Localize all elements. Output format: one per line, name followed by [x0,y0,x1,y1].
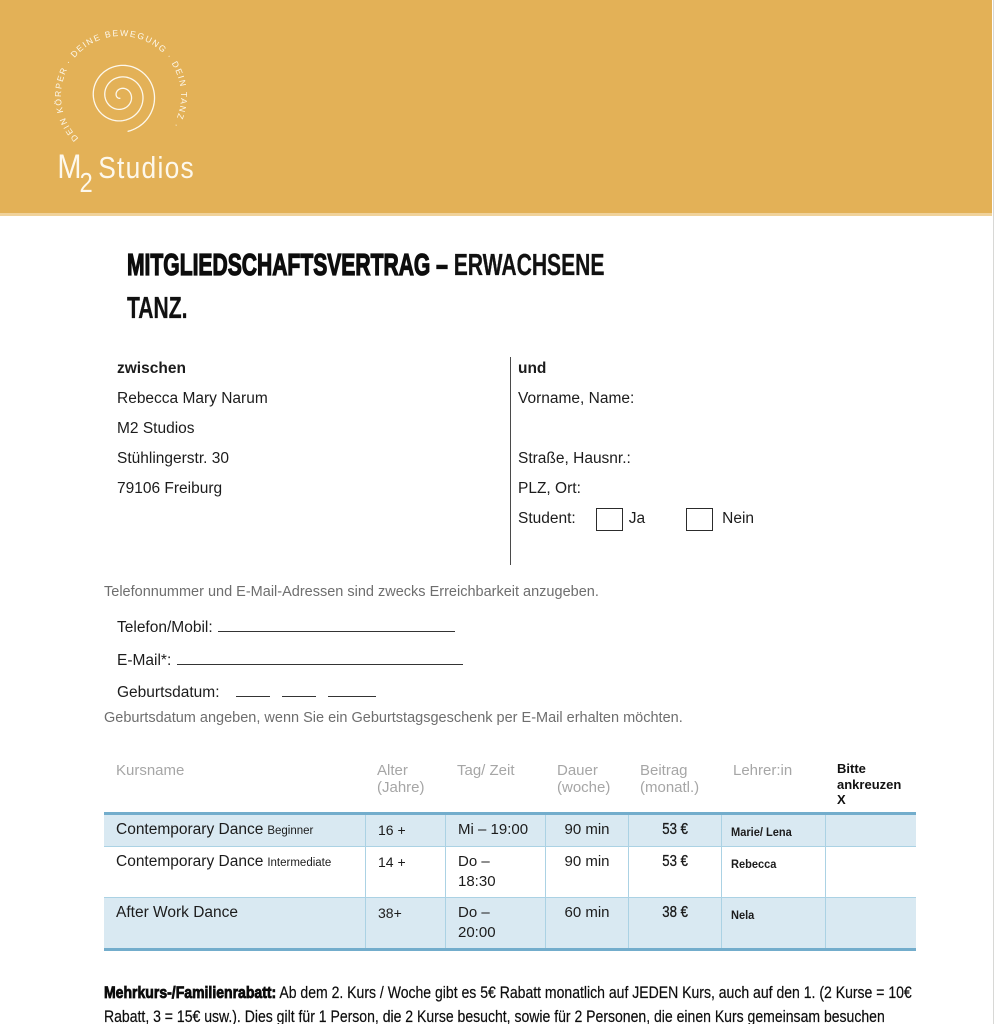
student-nein-checkbox[interactable] [686,508,713,531]
course-row-contemporary-beginner [104,815,916,846]
document-title [127,248,604,282]
birthdate-day-line[interactable] [236,680,270,697]
party-studio-block [117,354,268,504]
course-teacher: Nela [731,908,755,922]
birthdate-note: Geburtsdatum angeben, wenn Sie ein Geburtstagsgeschenk per E-Mail erhalten möchten. [104,710,683,726]
course-fee: 53 € [662,821,688,838]
title-suffix: ERWACHSENE [453,247,605,282]
blank-line [518,414,754,444]
course-name: Contemporary Dance [116,853,264,870]
course-day: Do – [458,904,490,921]
birthdate-label: Geburtsdatum: [117,684,220,701]
student-ja-checkbox[interactable] [596,508,623,531]
discount-text: Ab dem 2. Kurs / Woche gibt es 5€ Rabatt monatlich auf JEDEN Kurs, auch auf den 1. (2 Kurse = 10€ Rabatt, 3 = 15€ usw.). Dies gilt für 1 Person, die 2 Kurse besucht, sowie für 2 Personen, die einen Kurs gemeinsam besuchen [104,983,912,1024]
course-fee: 38 € [662,904,688,921]
header-lehrerin: Lehrer:in [733,762,793,779]
student-nein-label: Nein [722,510,755,527]
course-age: 38+ [365,898,445,948]
email-input-line[interactable] [177,648,463,665]
course-name: After Work Dance [116,904,239,921]
course-time: 18:30 [458,873,496,890]
party-right-header: und [518,360,547,377]
birthdate-row [117,680,376,702]
street-field-label[interactable]: Straße, Hausnr.: [518,450,631,467]
party-left-header: zwischen [117,360,186,377]
phone-label: Telefon/Mobil: [117,619,213,636]
studio-street: Stühlingerstr. 30 [117,450,230,467]
header-tag-zeit: Tag/ Zeit [457,762,515,779]
studio-name: M2 Studios [117,420,195,437]
discount-paragraph [104,981,921,1024]
course-age: 14 + [365,847,445,897]
spiral-icon [93,65,154,131]
course-table [104,757,916,951]
course-duration: 90 min [545,847,628,897]
discount-label: Mehrkurs-/Familienrabatt: [104,983,277,1002]
phone-row [117,615,455,637]
course-level: Beginner [267,825,314,837]
course-time: 20:00 [458,924,496,941]
course-select-cell[interactable] [825,815,916,846]
birthdate-month-line[interactable] [282,680,316,697]
logo-arc-text: DEIN KÖRPER · DEINE BEWEGUNG · DEIN TANZ · [52,27,190,144]
logo-wordmark [57,147,195,199]
course-name: Contemporary Dance [116,821,264,838]
title-line2: TANZ. [127,290,188,325]
table-header-row [104,757,916,812]
email-label: E-Mail*: [117,652,172,669]
course-age: 16 + [365,815,445,846]
title-main: MITGLIEDSCHAFTSVERTRAG – [127,247,454,282]
course-row-after-work-dance [104,897,916,948]
course-row-contemporary-intermediate [104,846,916,897]
course-level: Intermediate [267,857,332,869]
birthdate-year-line[interactable] [328,680,376,697]
svg-text:M: M [57,146,82,186]
header-dauer: Dauer (woche) [557,762,611,796]
studio-contact-name: Rebecca Mary Narum [117,390,268,407]
course-fee: 53 € [662,853,688,870]
page-right-edge [993,0,994,1024]
email-row [117,648,463,670]
course-day: Mi – 19:00 [458,821,529,838]
header-banner [0,0,992,216]
course-teacher: Marie/ Lena [731,825,792,839]
studio-city: 79106 Freiburg [117,480,223,497]
party-member-block [518,354,754,534]
m2-studios-logo [50,12,225,207]
student-ja-label: Ja [628,510,646,527]
column-divider [510,357,511,565]
svg-text:Studios: Studios [98,151,195,186]
course-select-cell[interactable] [825,847,916,897]
header-alter: Alter (Jahre) [377,762,425,796]
course-duration: 60 min [545,898,628,948]
contact-note: Telefonnummer und E-Mail-Adressen sind zwecks Erreichbarkeit anzugeben. [104,584,599,600]
course-duration: 90 min [545,815,628,846]
course-select-cell[interactable] [825,898,916,948]
header-beitrag: Beitrag (monatl.) [640,762,700,796]
header-ankreuzen: Bitte ankreuzen X [837,761,902,807]
student-label: Student: [518,510,576,527]
table-body [104,812,916,951]
header-kursname: Kursname [116,762,185,779]
name-field-label[interactable]: Vorname, Name: [518,390,635,407]
city-field-label[interactable]: PLZ, Ort: [518,480,581,497]
student-row [518,504,754,534]
course-day: Do – [458,853,490,870]
course-teacher: Rebecca [731,857,777,871]
phone-input-line[interactable] [218,615,455,632]
svg-text:2: 2 [79,166,93,199]
